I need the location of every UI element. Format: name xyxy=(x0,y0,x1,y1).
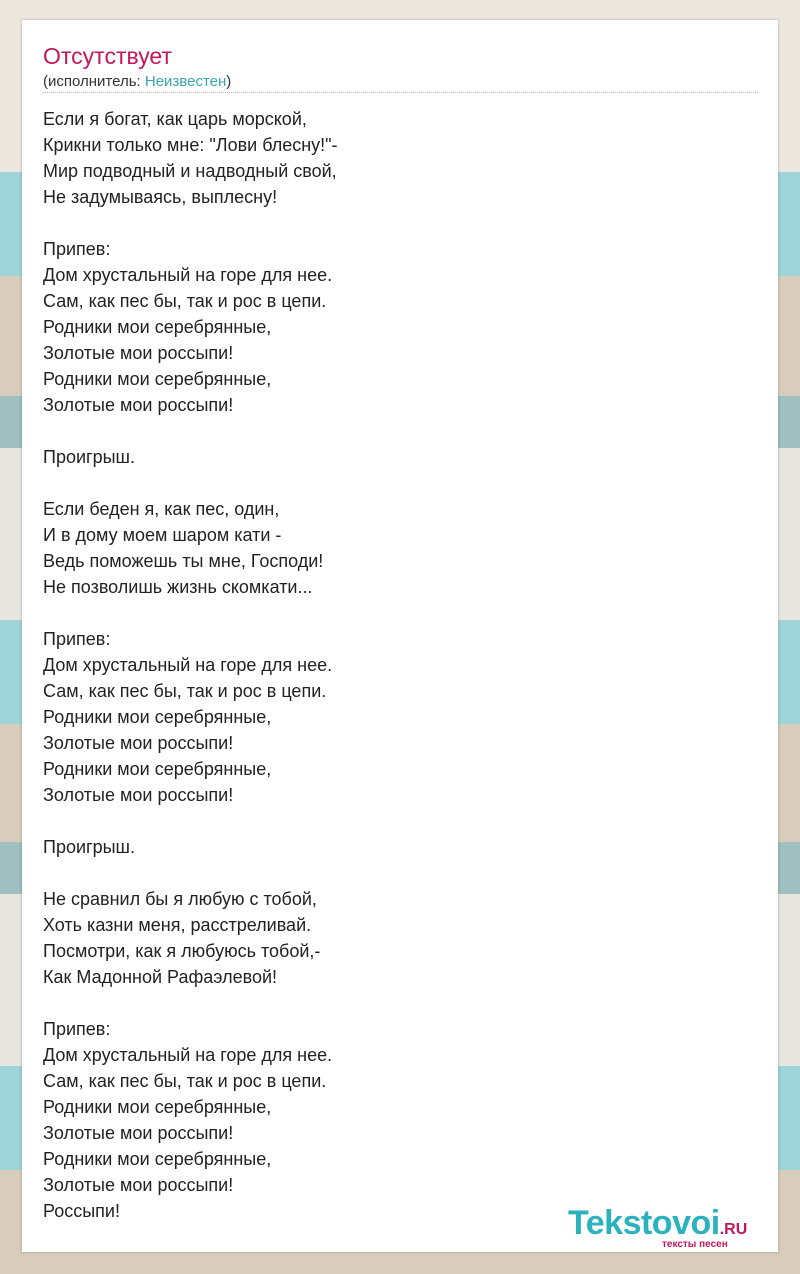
lyric-line: Золотые мои россыпи! xyxy=(43,343,234,363)
lyric-line xyxy=(43,210,338,236)
lyric-line: Не позволишь жизнь скомкати... xyxy=(43,577,313,597)
lyric-line: Родники мои серебрянные, xyxy=(43,1097,272,1117)
lyric-line: Хоть казни меня, расстреливай. xyxy=(43,915,312,935)
logo-tld: .RU xyxy=(719,1221,748,1238)
lyric-line xyxy=(43,418,338,444)
title-divider xyxy=(43,92,758,93)
performer-suffix: ) xyxy=(226,73,232,90)
lyric-line xyxy=(43,860,338,886)
lyric-line: Золотые мои россыпи! xyxy=(43,395,234,415)
lyric-line: Сам, как пес бы, так и рос в цепи. xyxy=(43,681,327,701)
lyric-line: Золотые мои россыпи! xyxy=(43,1123,234,1143)
lyric-line: Припев: xyxy=(43,1019,111,1039)
lyric-line: Золотые мои россыпи! xyxy=(43,1175,234,1195)
lyric-line: Как Мадонной Рафаэлевой! xyxy=(43,967,278,987)
lyric-line: Родники мои серебрянные, xyxy=(43,1149,272,1169)
lyric-line: Золотые мои россыпи! xyxy=(43,785,234,805)
lyric-line: Крикни только мне: "Лови блесну!"- xyxy=(43,135,338,155)
performer-prefix: (исполнитель: xyxy=(43,73,145,90)
lyric-line: Проигрыш. xyxy=(43,837,135,857)
lyric-line: Ведь поможешь ты мне, Господи! xyxy=(43,551,324,571)
lyric-line: Не задумываясь, выплесну! xyxy=(43,187,278,207)
lyric-line: Россыпи! xyxy=(43,1201,120,1221)
lyric-line: Сам, как пес бы, так и рос в цепи. xyxy=(43,291,327,311)
lyric-line: Проигрыш. xyxy=(43,447,135,467)
lyric-line: Дом хрустальный на горе для нее. xyxy=(43,655,333,675)
lyric-line: Дом хрустальный на горе для нее. xyxy=(43,1045,333,1065)
lyric-line: Мир подводный и надводный свой, xyxy=(43,161,337,181)
lyrics-text xyxy=(43,106,338,1224)
lyric-line: И в дому моем шаром кати - xyxy=(43,525,282,545)
lyric-line: Если беден я, как пес, один, xyxy=(43,499,280,519)
lyric-line: Не сравнил бы я любую с тобой, xyxy=(43,889,317,909)
lyric-line: Припев: xyxy=(43,239,111,259)
performer-link[interactable]: Неизвестен xyxy=(144,73,227,90)
lyric-line: Припев: xyxy=(43,629,111,649)
logo-tagline: тексты песен xyxy=(662,1239,728,1250)
lyric-line xyxy=(43,470,338,496)
song-title: Отсутствует xyxy=(43,43,172,69)
performer-line xyxy=(43,73,231,91)
lyric-line: Посмотри, как я любуюсь тобой,- xyxy=(43,941,321,961)
site-logo[interactable] xyxy=(568,1204,748,1250)
lyric-line xyxy=(43,600,338,626)
lyric-line: Золотые мои россыпи! xyxy=(43,733,234,753)
lyric-line: Если я богат, как царь морской, xyxy=(43,109,307,129)
lyric-line xyxy=(43,808,338,834)
lyric-line: Родники мои серебрянные, xyxy=(43,707,272,727)
lyric-line: Родники мои серебрянные, xyxy=(43,369,272,389)
lyric-line: Родники мои серебрянные, xyxy=(43,317,272,337)
lyric-line: Сам, как пес бы, так и рос в цепи. xyxy=(43,1071,327,1091)
lyric-line xyxy=(43,990,338,1016)
logo-name: Tekstovoi xyxy=(568,1204,720,1242)
lyric-line: Дом хрустальный на горе для нее. xyxy=(43,265,333,285)
lyrics-card xyxy=(22,20,778,1252)
lyric-line: Родники мои серебрянные, xyxy=(43,759,272,779)
